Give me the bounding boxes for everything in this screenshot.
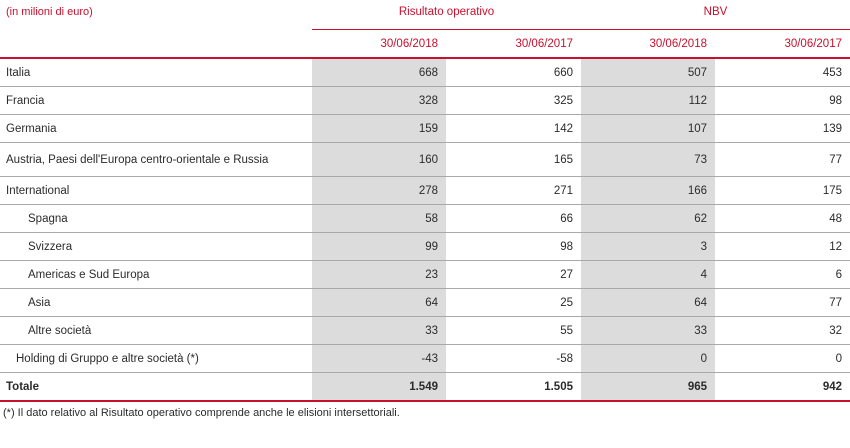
cell-ro-2017: 25 [446,289,581,317]
cell-ro-2017: 660 [446,58,581,87]
cell-nbv-2017: 48 [715,205,850,233]
row-label: International [6,184,70,197]
cell-nbv-2018: 73 [581,143,715,177]
cell-nbv-2018: 0 [581,345,715,373]
table-row [0,87,850,115]
cell-nbv-2018: 166 [581,177,715,205]
table-row [0,177,850,205]
row-label: Asia [28,296,51,309]
cell-ro-2017: 55 [446,317,581,345]
cell-ro-2018: 58 [312,205,446,233]
total-ro-2018: 1.549 [312,373,446,402]
table-row [0,317,850,345]
cell-ro-2018: -43 [312,345,446,373]
cell-nbv-2018: 33 [581,317,715,345]
total-label: Totale [0,373,312,402]
date-header-nbv-2018: 30/06/2018 [581,30,715,59]
table-row [0,205,850,233]
row-label: Spagna [28,212,68,225]
date-header-spacer [0,30,312,59]
row-label: Svizzera [28,240,73,253]
cell-nbv-2018: 107 [581,115,715,143]
table-row [0,233,850,261]
cell-nbv-2017: 32 [715,317,850,345]
cell-ro-2018: 668 [312,58,446,87]
cell-nbv-2018: 64 [581,289,715,317]
cell-nbv-2018: 3 [581,233,715,261]
table-row [0,58,850,87]
date-header-ro-2018: 30/06/2018 [312,30,446,59]
cell-ro-2017: 66 [446,205,581,233]
cell-nbv-2018: 62 [581,205,715,233]
row-label: Austria, Paesi dell'Europa centro-orientale e Russia [6,153,269,166]
cell-nbv-2017: 77 [715,289,850,317]
row-label: Italia [6,66,31,79]
cell-nbv-2017: 77 [715,143,850,177]
row-label: Holding di Gruppo e altre società (*) [16,352,199,365]
group-header-nbv: NBV [581,0,850,30]
cell-ro-2017: -58 [446,345,581,373]
cell-nbv-2018: 112 [581,87,715,115]
cell-nbv-2017: 0 [715,345,850,373]
date-header-nbv-2017: 30/06/2017 [715,30,850,59]
cell-nbv-2017: 98 [715,87,850,115]
total-ro-2017: 1.505 [446,373,581,402]
table-row [0,289,850,317]
cell-nbv-2018: 4 [581,261,715,289]
total-nbv-2018: 965 [581,373,715,402]
total-row [0,373,850,402]
table-row [0,115,850,143]
row-label: Germania [6,122,57,135]
unit-label: (in milioni di euro) [6,6,93,18]
cell-ro-2017: 27 [446,261,581,289]
table-row [0,345,850,373]
group-header-risultato-operativo: Risultato operativo [312,0,581,30]
row-label: Altre società [28,324,92,337]
cell-ro-2018: 64 [312,289,446,317]
cell-ro-2017: 271 [446,177,581,205]
total-nbv-2017: 942 [715,373,850,402]
cell-nbv-2017: 6 [715,261,850,289]
cell-nbv-2017: 12 [715,233,850,261]
cell-ro-2018: 99 [312,233,446,261]
cell-nbv-2017: 139 [715,115,850,143]
table-row [0,261,850,289]
row-label: Americas e Sud Europa [28,268,150,281]
cell-nbv-2017: 453 [715,58,850,87]
cell-nbv-2017: 175 [715,177,850,205]
cell-ro-2017: 98 [446,233,581,261]
cell-ro-2018: 160 [312,143,446,177]
cell-ro-2017: 325 [446,87,581,115]
footnote: (*) Il dato relativo al Risultato operativo comprende anche le elisioni intersettoriali. [3,407,400,419]
cell-ro-2018: 159 [312,115,446,143]
cell-ro-2017: 165 [446,143,581,177]
cell-ro-2018: 23 [312,261,446,289]
cell-ro-2018: 33 [312,317,446,345]
cell-nbv-2018: 507 [581,58,715,87]
table-row [0,143,850,177]
row-label: Francia [6,94,45,107]
cell-ro-2018: 278 [312,177,446,205]
cell-ro-2018: 328 [312,87,446,115]
date-header-ro-2017: 30/06/2017 [446,30,581,59]
cell-ro-2017: 142 [446,115,581,143]
